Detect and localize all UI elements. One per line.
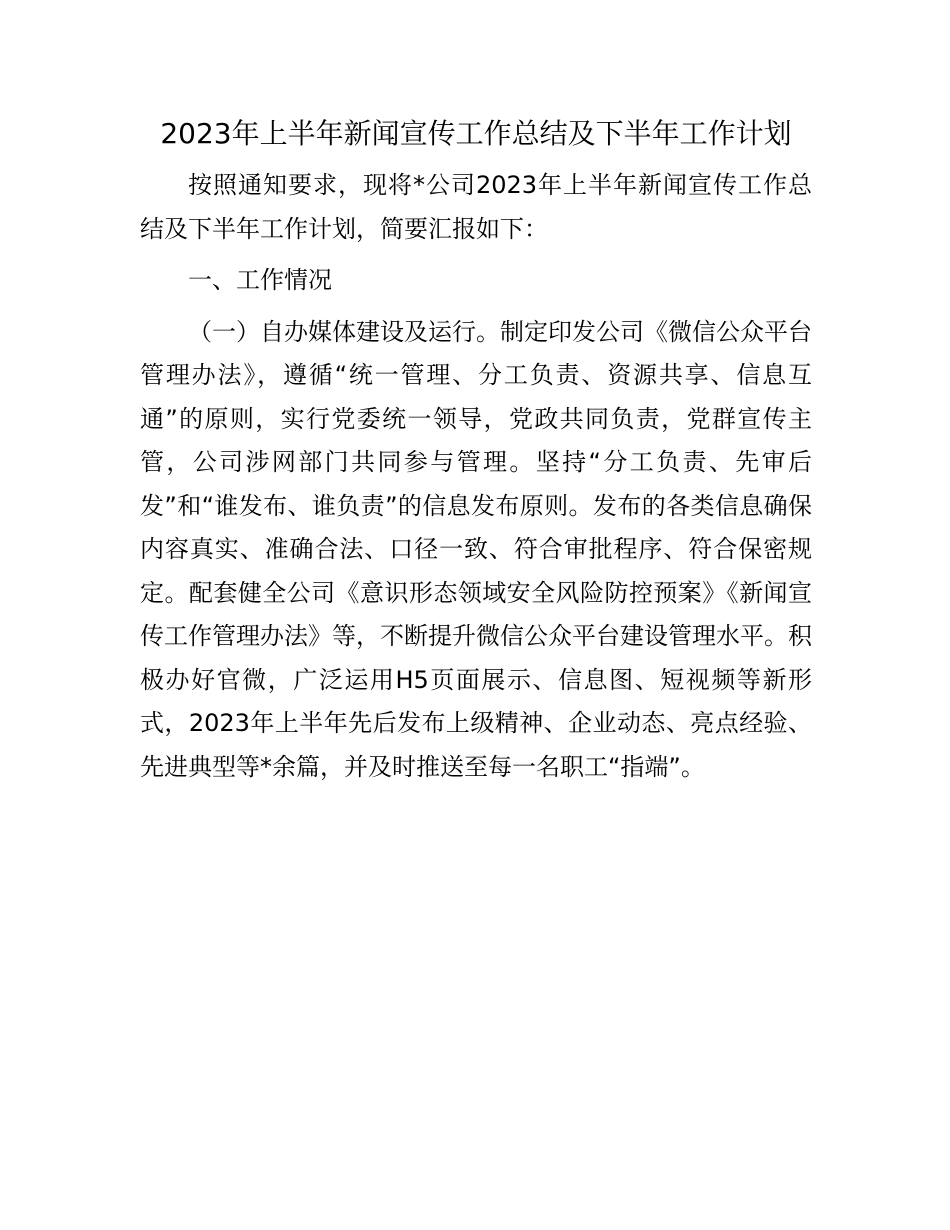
intro-paragraph: 按照通知要求，现将*公司2023年上半年新闻宣传工作总结及下半年工作计划，简要汇报如下：	[140, 171, 812, 243]
document-title: 2023年上半年新闻宣传工作总结及下半年工作计划	[160, 117, 792, 150]
section-heading: 一、工作情况	[188, 266, 332, 294]
document-body	[140, 112, 812, 789]
section-paragraph: （一）自办媒体建设及运行。制定印发公司《微信公众平台管理办法》，遵循“统一管理、分工负责、资源共享、信息互通”的原则，实行党委统一领导，党政共同负责，党群宣传主管，公司涉网部门共同参与管理。坚持“分工负责、先审后发”和“谁发布、谁负责”的信息发布原则。发布的各类信息确保内容真实、准确合法、口径一致、符合审批程序、符合保密规定。配套健全公司《意识形态领域安全风险防控预案》《新闻宣传工作管理办法》等，不断提升微信公众平台建设管理水平。积极办好官微，广泛运用H5页面展示、信息图、短视频等新形式，2023年上半年先后发布上级精神、企业动态、亮点经验、先进典型等*余篇，并及时推送至每一名职工“指端”。	[140, 317, 812, 781]
